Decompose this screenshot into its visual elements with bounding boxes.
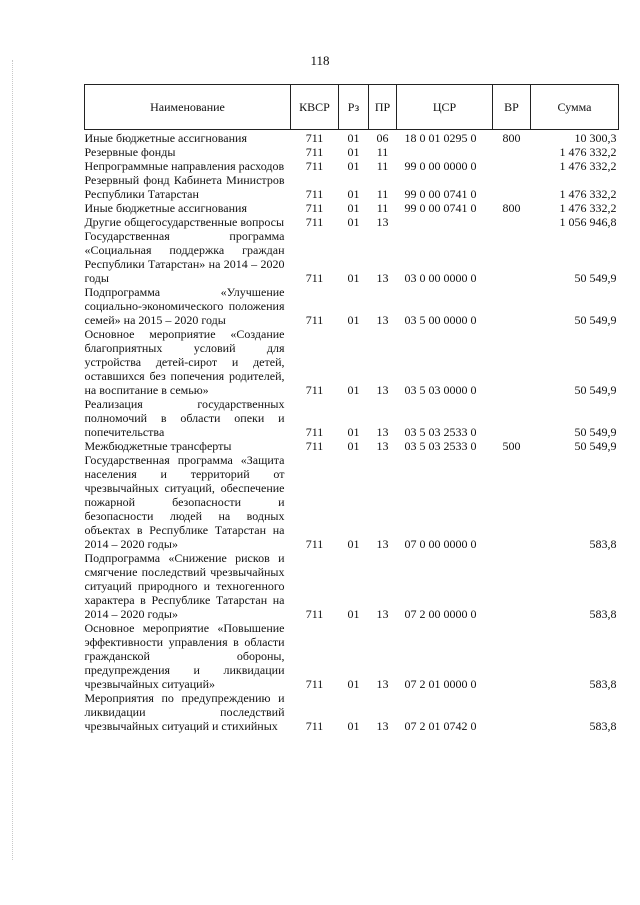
table-row <box>85 397 619 439</box>
cell-rz: 01 <box>347 145 360 159</box>
cell-csr: 03 5 03 2533 0 <box>404 439 477 453</box>
header-pr: ПР <box>369 85 397 130</box>
cell-pr: 11 <box>376 201 389 215</box>
cell-pr: 13 <box>376 439 389 453</box>
cell-pr: 13 <box>376 425 389 439</box>
cell-rz: 01 <box>347 383 360 397</box>
cell-csr: 03 5 03 0000 0 <box>404 383 477 397</box>
cell-kvsr: 711 <box>305 159 324 173</box>
cell-vr: 800 <box>502 131 521 145</box>
cell-kvsr: 711 <box>305 187 324 201</box>
cell-vr <box>493 145 531 159</box>
header-sum: Сумма <box>531 85 619 130</box>
cell-vr <box>493 327 531 397</box>
cell-sum: 50 549,9 <box>574 425 617 439</box>
cell-csr: 07 2 00 0000 0 <box>404 607 477 621</box>
cell-sum: 583,8 <box>589 537 617 551</box>
cell-csr: 99 0 00 0000 0 <box>404 159 477 173</box>
cell-rz: 01 <box>347 215 360 229</box>
cell-pr: 13 <box>376 215 389 229</box>
cell-pr: 13 <box>376 383 389 397</box>
table-row <box>85 201 619 215</box>
cell-vr: 500 <box>502 439 521 453</box>
cell-sum: 50 549,9 <box>574 383 617 397</box>
cell-name: Государственная программа «Социальная поддержка граждан Республики Татарстан» на 2014 – 2020 годы <box>84 229 285 285</box>
cell-name: Межбюджетные трансферты <box>84 439 232 453</box>
cell-pr: 13 <box>376 537 389 551</box>
cell-csr: 99 0 00 0741 0 <box>404 201 477 215</box>
table-row <box>85 145 619 159</box>
table-row <box>85 621 619 691</box>
cell-rz: 01 <box>347 313 360 327</box>
table-body <box>85 130 619 734</box>
cell-name: Непрограммные направления расходов <box>84 159 285 173</box>
table-row <box>85 229 619 285</box>
table-row <box>85 551 619 621</box>
table-row <box>85 159 619 173</box>
table-row <box>85 453 619 551</box>
cell-csr: 03 5 00 0000 0 <box>404 313 477 327</box>
cell-rz: 01 <box>347 439 360 453</box>
cell-kvsr: 711 <box>305 425 324 439</box>
cell-rz: 01 <box>347 271 360 285</box>
cell-vr <box>493 215 531 229</box>
page-number: 118 <box>310 53 330 68</box>
cell-pr: 13 <box>376 677 389 691</box>
cell-pr: 13 <box>376 607 389 621</box>
table-row <box>85 130 619 146</box>
cell-csr: 07 2 01 0742 0 <box>404 719 477 733</box>
cell-kvsr: 711 <box>305 537 324 551</box>
cell-kvsr: 711 <box>305 383 324 397</box>
cell-pr: 06 <box>376 131 389 145</box>
cell-sum: 1 476 332,2 <box>559 145 617 159</box>
cell-name: Другие общегосударственные вопросы <box>84 215 285 229</box>
cell-name: Резервные фонды <box>84 145 176 159</box>
cell-csr: 18 0 01 0295 0 <box>404 131 477 145</box>
cell-vr <box>493 621 531 691</box>
cell-vr <box>493 551 531 621</box>
table-row <box>85 327 619 397</box>
header-vr: ВР <box>493 85 531 130</box>
table-row <box>85 285 619 327</box>
table-row <box>85 439 619 453</box>
table-row <box>85 215 619 229</box>
cell-csr <box>397 215 493 229</box>
cell-sum: 50 549,9 <box>574 271 617 285</box>
cell-vr <box>493 453 531 551</box>
cell-rz: 01 <box>347 187 360 201</box>
cell-rz: 01 <box>347 537 360 551</box>
cell-vr <box>493 159 531 173</box>
cell-rz: 01 <box>347 677 360 691</box>
cell-sum: 1 476 332,2 <box>559 187 617 201</box>
cell-kvsr: 711 <box>305 677 324 691</box>
cell-rz: 01 <box>347 131 360 145</box>
cell-pr: 13 <box>376 271 389 285</box>
cell-sum: 583,8 <box>589 607 617 621</box>
cell-sum: 583,8 <box>589 677 617 691</box>
cell-vr <box>493 173 531 201</box>
cell-kvsr: 711 <box>305 271 324 285</box>
cell-pr: 11 <box>376 159 389 173</box>
cell-sum: 1 476 332,2 <box>559 201 617 215</box>
header-rz: Рз <box>339 85 369 130</box>
header-kvsr: КВСР <box>291 85 339 130</box>
cell-name: Иные бюджетные ассигнования <box>84 201 247 215</box>
cell-pr: 11 <box>376 187 389 201</box>
cell-pr: 13 <box>376 313 389 327</box>
cell-rz: 01 <box>347 159 360 173</box>
cell-name: Реализация государственных полномочий в области опеки и попечительства <box>84 397 285 439</box>
cell-csr: 99 0 00 0741 0 <box>404 187 477 201</box>
cell-sum: 10 300,3 <box>574 131 617 145</box>
cell-pr: 11 <box>376 145 389 159</box>
table-row <box>85 173 619 201</box>
cell-kvsr: 711 <box>305 201 324 215</box>
cell-rz: 01 <box>347 425 360 439</box>
cell-sum: 1 056 946,8 <box>559 215 617 229</box>
cell-csr: 07 0 00 0000 0 <box>404 537 477 551</box>
header-name: Наименование <box>85 85 291 130</box>
cell-sum: 50 549,9 <box>574 313 617 327</box>
cell-vr <box>493 229 531 285</box>
cell-rz: 01 <box>347 719 360 733</box>
binding-edge-dots <box>12 60 13 860</box>
cell-name: Подпрограмма «Улучшение социально-экономического положения семей» на 2015 – 2020 годы <box>84 285 285 327</box>
cell-rz: 01 <box>347 607 360 621</box>
cell-sum: 583,8 <box>589 719 617 733</box>
cell-pr: 13 <box>376 719 389 733</box>
cell-csr: 03 0 00 0000 0 <box>404 271 477 285</box>
cell-csr <box>397 145 493 159</box>
cell-sum: 1 476 332,2 <box>559 159 617 173</box>
cell-vr: 800 <box>502 201 521 215</box>
cell-kvsr: 711 <box>305 131 324 145</box>
cell-kvsr: 711 <box>305 719 324 733</box>
cell-name: Основное мероприятие «Создание благоприятных условий для устройства детей-сирот и детей, оставшихся без попечения родителей, на воспитание в семью» <box>84 327 285 397</box>
cell-vr <box>493 691 531 733</box>
cell-csr: 07 2 01 0000 0 <box>404 677 477 691</box>
cell-csr: 03 5 03 2533 0 <box>404 425 477 439</box>
cell-kvsr: 711 <box>305 145 324 159</box>
cell-name: Подпрограмма «Снижение рисков и смягчение последствий чрезвычайных ситуаций природного и техногенного характера в Республике Татарстан на 2014 – 2020 годы» <box>84 551 285 621</box>
cell-vr <box>493 285 531 327</box>
cell-vr <box>493 397 531 439</box>
table-row <box>85 691 619 733</box>
cell-kvsr: 711 <box>305 439 324 453</box>
header-row <box>85 85 619 130</box>
cell-name: Основное мероприятие «Повышение эффективности управления в области гражданской обороны, предупреждения и ликвидации чрезвычайных ситуаций» <box>84 621 285 691</box>
cell-kvsr: 711 <box>305 215 324 229</box>
cell-name: Резервный фонд Кабинета Министров Республики Татарстан <box>84 173 285 201</box>
cell-name: Иные бюджетные ассигнования <box>84 131 247 145</box>
cell-rz: 01 <box>347 201 360 215</box>
cell-sum: 50 549,9 <box>574 439 617 453</box>
cell-kvsr: 711 <box>305 607 324 621</box>
header-csr: ЦСР <box>397 85 493 130</box>
budget-table <box>84 84 619 733</box>
cell-kvsr: 711 <box>305 313 324 327</box>
cell-name: Государственная программа «Защита населения и территорий от чрезвычайных ситуаций, обеспечение пожарной безопасности и безопасности людей на водных объектах в Республике Татарстан на 2014 – 2020 годы» <box>84 453 285 551</box>
cell-name: Мероприятия по предупреждению и ликвидации последствий чрезвычайных ситуаций и стихийных <box>84 691 285 733</box>
